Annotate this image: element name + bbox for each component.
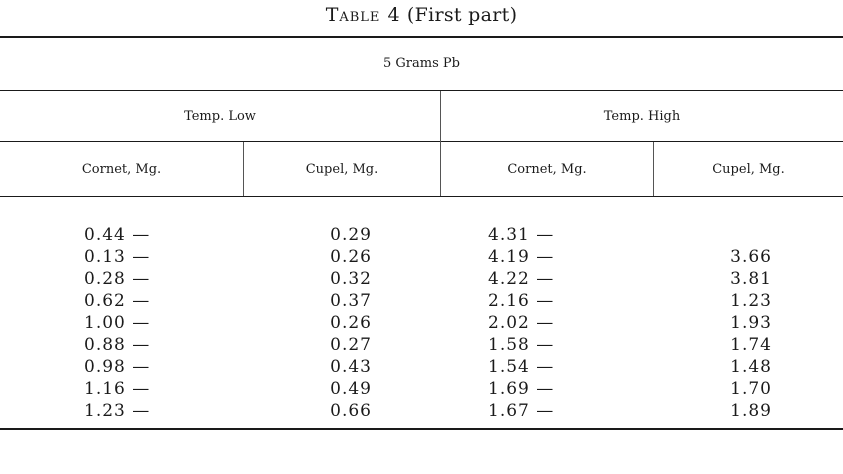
high-cupel-cell: 3.66: [730, 247, 772, 267]
high-cornet-column: [488, 224, 598, 422]
high-divider: [653, 142, 654, 196]
high-cornet-cell: 2.16 —: [488, 291, 555, 311]
low-cupel-cell: 0.49: [330, 379, 372, 399]
low-cupel-cell: 0.27: [330, 335, 372, 355]
high-cornet-cell: 4.31 —: [488, 225, 555, 245]
high-cupel-cell: 1.93: [730, 313, 772, 333]
low-cornet-cell: 0.13 —: [84, 247, 151, 267]
high-cornet-cell: 1.58 —: [488, 335, 555, 355]
high-cupel-cell: 1.48: [730, 357, 772, 377]
low-cornet-cell: 0.28 —: [84, 269, 151, 289]
high-cupel-cell: 1.70: [730, 379, 772, 399]
group-header: 5 Grams Pb: [383, 56, 460, 71]
temp-high-header: Temp. High: [603, 109, 681, 124]
group-rule: [0, 90, 843, 91]
temp-rule: [0, 141, 843, 142]
high-cupel-cell: 1.89: [730, 401, 772, 421]
low-cornet-cell: 0.62 —: [84, 291, 151, 311]
col-header-high-cornet: Cornet, Mg.: [507, 162, 587, 177]
table-title-rest: (First part): [400, 4, 518, 26]
top-rule: [0, 36, 843, 38]
high-cupel-cell: 1.23: [730, 291, 772, 311]
high-cornet-cell: 1.69 —: [488, 379, 555, 399]
low-cornet-cell: 0.98 —: [84, 357, 151, 377]
low-cupel-cell: 0.26: [330, 313, 372, 333]
low-cupel-cell: 0.43: [330, 357, 372, 377]
low-cornet-cell: 0.44 —: [84, 225, 151, 245]
low-cupel-cell: 0.32: [330, 269, 372, 289]
temp-low-header: Temp. Low: [184, 109, 256, 124]
low-divider: [243, 142, 244, 196]
high-cornet-cell: 4.19 —: [488, 247, 555, 267]
low-cupel-cell: 0.26: [330, 247, 372, 267]
table-title: [0, 4, 843, 26]
col-header-low-cupel: Cupel, Mg.: [305, 162, 379, 177]
high-cupel-cell: [682, 224, 772, 246]
high-cupel-column: [682, 224, 772, 422]
high-cupel-cell: 1.74: [730, 335, 772, 355]
main-divider: [440, 91, 441, 196]
low-cornet-cell: 1.23 —: [84, 401, 151, 421]
low-cornet-column: [84, 224, 194, 422]
col-header-high-cupel: Cupel, Mg.: [712, 162, 785, 177]
low-cupel-cell: 0.29: [330, 225, 372, 245]
high-cornet-cell: 4.22 —: [488, 269, 555, 289]
bottom-rule: [0, 428, 843, 430]
col-header-low-cornet: Cornet, Mg.: [81, 162, 162, 177]
table-title-caps: Table 4: [325, 4, 401, 26]
low-cornet-cell: 0.88 —: [84, 335, 151, 355]
column-header-rule: [0, 196, 843, 197]
high-cupel-cell: 3.81: [730, 269, 772, 289]
low-cornet-cell: 1.16 —: [84, 379, 151, 399]
high-cornet-cell: 1.67 —: [488, 401, 555, 421]
low-cupel-cell: 0.37: [330, 291, 372, 311]
low-cornet-cell: 1.00 —: [84, 313, 151, 333]
low-cupel-column: [282, 224, 372, 422]
low-cupel-cell: 0.66: [330, 401, 372, 421]
high-cornet-cell: 2.02 —: [488, 313, 555, 333]
high-cornet-cell: 1.54 —: [488, 357, 555, 377]
